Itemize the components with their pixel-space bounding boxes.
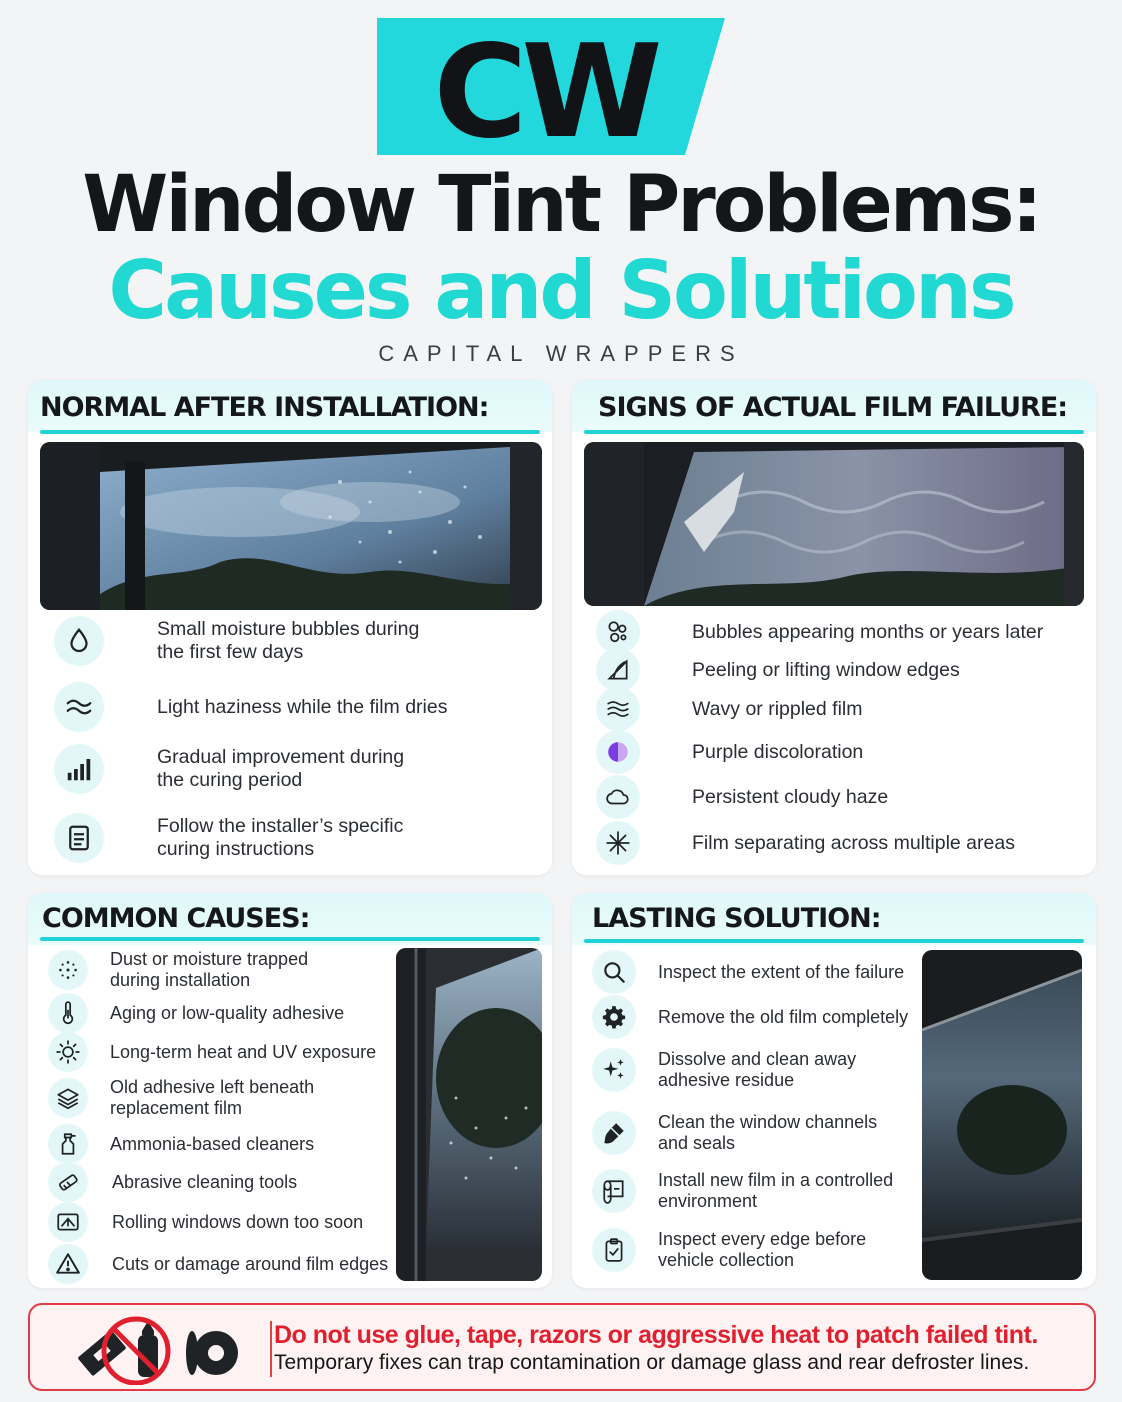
list-item — [596, 821, 1015, 865]
list-item — [48, 1244, 388, 1284]
item-text: Aging or low-quality adhesive — [110, 1002, 345, 1023]
list-item — [48, 1124, 314, 1164]
divider — [270, 1321, 272, 1377]
crack-burst-icon — [596, 821, 640, 865]
item-text: Ammonia-based cleaners — [110, 1133, 315, 1154]
item-text: Old adhesive left beneath replacement film — [110, 1077, 315, 1118]
sun-icon — [48, 1032, 88, 1072]
window-down-icon — [48, 1202, 88, 1242]
item-text: Follow the installer’s specific curing instructions — [157, 815, 404, 860]
warning-banner — [28, 1303, 1096, 1391]
item-text: Dissolve and clean away adhesive residue — [658, 1049, 857, 1090]
film-roll-icon — [592, 1169, 636, 1213]
item-text: Persistent cloudy haze — [692, 785, 889, 808]
brand-name: CAPITAL WRAPPERS — [378, 341, 744, 366]
list-item — [48, 1032, 376, 1072]
divider — [584, 430, 1084, 434]
ripple-waves-icon — [596, 687, 640, 731]
causes-heading: COMMON CAUSES: — [42, 903, 310, 934]
gear-icon — [592, 995, 636, 1039]
failure-panel — [572, 380, 1096, 875]
list-item — [592, 1169, 893, 1213]
window-photo — [396, 948, 542, 1281]
spray-bottle-icon — [48, 1124, 88, 1164]
thermometer-icon — [48, 993, 88, 1033]
item-text: Inspect the extent of the failure — [658, 961, 905, 982]
list-item — [596, 730, 863, 774]
list-item — [54, 616, 419, 666]
warning-triangle-icon — [48, 1244, 88, 1284]
panel-header — [28, 380, 552, 432]
clean-window-photo — [922, 950, 1082, 1280]
panel-header — [572, 380, 1096, 432]
item-text: Rolling windows down too soon — [112, 1211, 364, 1232]
layers-icon — [48, 1078, 88, 1118]
logo-text: CW — [433, 18, 657, 155]
magnifier-icon — [592, 950, 636, 994]
item-text: Bubbles appearing months or years later — [692, 620, 1044, 643]
item-text: Peeling or lifting window edges — [692, 658, 960, 681]
item-text: Purple discoloration — [692, 740, 864, 763]
causes-panel — [28, 893, 552, 1288]
sparkle-icon — [592, 1048, 636, 1092]
divider — [40, 430, 540, 434]
normal-heading: NORMAL AFTER INSTALLATION: — [40, 392, 489, 423]
normal-panel — [28, 380, 552, 875]
dust-particles-icon — [48, 950, 88, 990]
list-item — [54, 744, 404, 794]
damaged-window-photo — [584, 442, 1084, 606]
item-text: Long-term heat and UV exposure — [110, 1041, 377, 1062]
list-item — [592, 950, 904, 994]
list-item — [592, 1111, 877, 1155]
list-item — [592, 995, 908, 1039]
list-item — [592, 1048, 856, 1092]
list-item — [596, 687, 862, 731]
solution-heading: LASTING SOLUTION: — [592, 903, 881, 934]
item-text: Film separating across multiple areas — [692, 831, 1015, 854]
page-subtitle: Causes and Solutions — [108, 244, 1014, 337]
panel-header — [572, 893, 1096, 945]
warning-text: Temporary fixes can trap contamination or damage glass and rear defroster lines. — [274, 1351, 1030, 1374]
item-text: Wavy or rippled film — [692, 697, 863, 720]
item-text: Abrasive cleaning tools — [112, 1171, 298, 1192]
item-text: Dust or moisture trapped during installation — [110, 949, 309, 990]
cw-logo-icon — [377, 18, 725, 155]
item-text: Inspect every edge before vehicle collection — [658, 1229, 867, 1270]
item-text: Clean the window channels and seals — [658, 1112, 878, 1153]
failure-heading: SIGNS OF ACTUAL FILM FAILURE: — [598, 392, 1068, 423]
list-item — [48, 1077, 314, 1119]
peeling-edge-icon — [596, 648, 640, 692]
list-item — [592, 1228, 866, 1272]
solution-panel — [572, 893, 1096, 1288]
item-text: Remove the old film completely — [658, 1006, 909, 1027]
list-item — [48, 949, 308, 991]
scrubber-icon — [48, 1162, 88, 1202]
item-text: Small moisture bubbles during the first few days — [157, 618, 420, 663]
list-item — [596, 775, 888, 819]
warning-title: Do not use glue, tape, razors or aggressive heat to patch failed tint. — [274, 1321, 1038, 1349]
bar-chart-icon — [54, 744, 104, 794]
brand-logo — [377, 18, 725, 155]
brush-icon — [592, 1111, 636, 1155]
divider — [584, 939, 1084, 943]
document-icon — [54, 813, 104, 863]
item-text: Install new film in a controlled environment — [658, 1170, 894, 1211]
divider — [40, 937, 540, 941]
list-item — [48, 1202, 363, 1242]
item-text: Gradual improvement during the curing period — [157, 746, 405, 791]
cloud-icon — [596, 775, 640, 819]
list-item — [596, 648, 960, 692]
car-window-photo — [40, 442, 542, 610]
clipboard-check-icon — [592, 1228, 636, 1272]
no-razor-glue-tape-icon — [50, 1311, 250, 1385]
water-drop-icon — [54, 616, 104, 666]
purple-half-circle-icon — [596, 730, 640, 774]
list-item — [54, 682, 447, 732]
list-item — [48, 1162, 297, 1202]
list-item — [48, 993, 344, 1033]
haze-waves-icon — [54, 682, 104, 732]
item-text: Cuts or damage around film edges — [112, 1253, 389, 1274]
item-text: Light haziness while the film dries — [157, 695, 448, 718]
page-title: Window Tint Problems: — [82, 160, 1040, 250]
list-item — [54, 813, 403, 863]
